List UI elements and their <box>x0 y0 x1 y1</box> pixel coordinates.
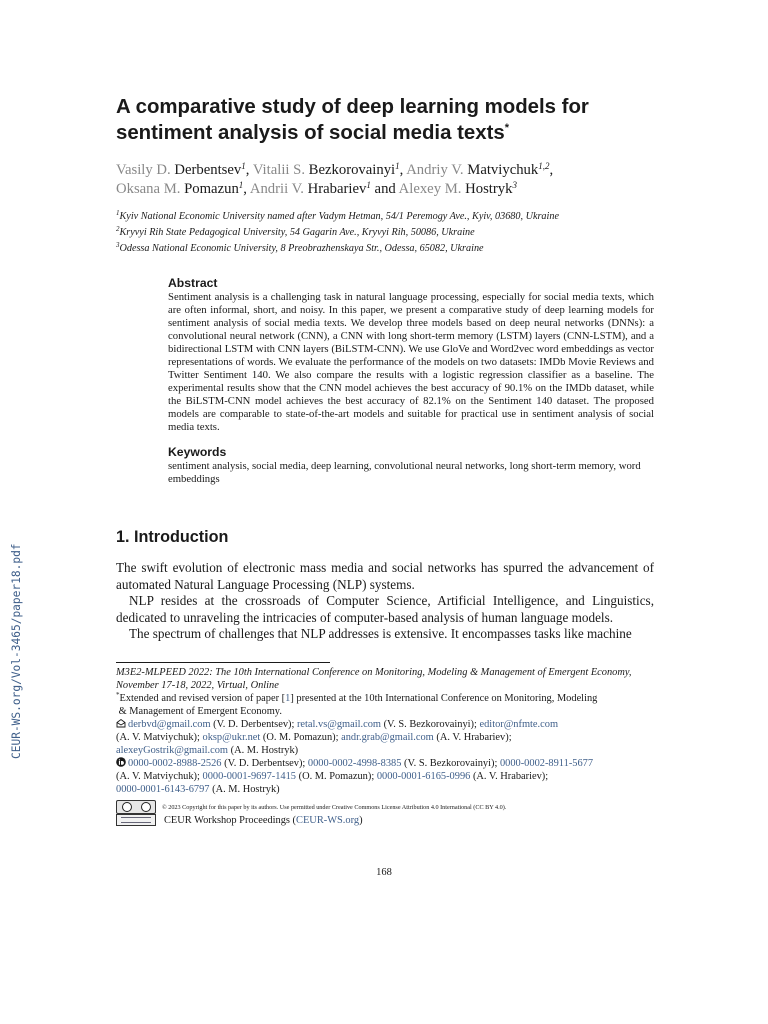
orcid-link[interactable]: 0000-0002-4998-8385 <box>307 758 402 769</box>
title-footnote-mark: * <box>504 122 509 134</box>
footnote-rule <box>116 662 330 663</box>
side-url[interactable]: CEUR-WS.org/Vol-3465/paper18.pdf <box>10 543 23 759</box>
abstract-heading: Abstract <box>168 276 218 290</box>
author: Vasily D. Derbentsev$^1$, <box>116 161 253 178</box>
cc-by-icon <box>116 800 156 814</box>
abstract-text: Sentiment analysis is a challenging task in natural language processing, especially for social media texts, which are often informal, short, and noisy. In this paper, we present a comparative study of deep learning models for sentiment analysis of social media texts. We develop three models based on deep neural networks (DNNs): a convolutional neural network (CNN), a CNN with long short-term memory (LSTM) layers (CNN-LSTM), and a bidirectional LSTM with CNN layers (BiLSTM-CNN). We use GloVe and Word2vec word embeddings as vector representations of words. We evaluate the performance of the models on two datasets: IMDb Movie Reviews and Twitter Sentiment 140. We also compare the results with a logistic regression classifier as a baseline. The experimental results show that the CNN model achieves the best accuracy of 90.1% on the IMDb dataset, while the BiLSTM-CNN model achieves the best accuracy of 82.1% on the Sentiment 140 dataset. The proposed models are comparable to state-of-the-art models and suitable for practical use in sentiment analysis of social media texts. <box>168 291 654 433</box>
paragraph: The swift evolution of electronic mass media and social networks has spurred the advancement of automated Natural Language Processing (NLP) systems. <box>116 560 654 592</box>
orcid-link[interactable]: 0000-0001-9697-1415 <box>202 771 297 782</box>
email-link[interactable]: alexeyGostrik@gmail.com <box>116 745 229 756</box>
license-line <box>116 800 506 814</box>
author: Oksana M. Pomazun$^1$, <box>116 180 250 197</box>
paragraph: The spectrum of challenges that NLP addresses is extensive. It encompasses tasks like machine <box>129 626 632 642</box>
author: Andrii V. Hrabariev$^1$ and <box>249 180 399 197</box>
affiliation: $^3$Odessa National Economic University, 8 Preobrazhenskaya Str., Odessa, 65082, Ukraine <box>116 241 484 254</box>
affiliation: $^2$Kryvyi Rih State Pedagogical University, 54 Gagarin Ave., Kryvyi Rih, 50086, Ukraine <box>116 225 475 238</box>
keywords-heading: Keywords <box>168 445 227 459</box>
paragraph: NLP resides at the crossroads of Computer Science, Artificial Intelligence, and Linguistics, dedicated to unraveling the intricacies of computer-based analysis of human language models. <box>116 593 654 625</box>
revised-note: *Extended and revised version of paper [1] presented at the 10th International Conference on Monitoring, Modeling & Management of Emergent Economy. <box>116 691 598 717</box>
orcid-link[interactable]: 0000-0001-6143-6797 <box>116 784 210 795</box>
orcid-link[interactable]: 0000-0001-6165-0996 <box>376 771 471 782</box>
citation-link[interactable]: 1 <box>285 693 291 704</box>
license-text: © 2023 Copyright for this paper by its authors. Use permitted under Creative Commons License Attribution 4.0 International (CC BY 4.0). <box>162 803 507 811</box>
author: Andriy V. Matviychuk$^{1,2}$, <box>406 161 554 178</box>
page-number: 168 <box>376 867 392 878</box>
author: Vitalii S. Bezkorovainyi$^1$, <box>252 161 407 178</box>
orcid-link[interactable]: 0000-0002-8911-5677 <box>499 758 594 769</box>
paper-title: A comparative study of deep learning models for sentiment analysis of social media texts* <box>116 96 589 144</box>
email-note: derbvd@gmail.com (V. D. Derbentsev); retal.vs@gmail.com (V. S. Bezkorovainyi); editor@nfmte.com (A. V. Matviychuk); oksp@ukr.net (O. M. Pomazun); andr.grab@gmail.com (A. V. Hrabariev); alexeyGostrik@gmail.com (A. M. Hostryk) <box>116 719 559 756</box>
ceur-text: CEUR Workshop Proceedings (CEUR-WS.org) <box>164 814 363 826</box>
ceur-link[interactable]: CEUR-WS.org <box>296 814 360 826</box>
email-link[interactable]: retal.vs@gmail.com <box>296 719 381 730</box>
email-link[interactable]: oksp@ukr.net <box>202 732 261 743</box>
author-list <box>116 161 676 199</box>
author: Alexey M. Hostryk$^3$ <box>398 180 517 197</box>
affiliation: $^1$Kyiv National Economic University named after Vadym Hetman, 54/1 Peremogy Ave., Kyiv, 03680, Ukraine <box>116 209 559 222</box>
affiliations <box>116 209 676 257</box>
keywords-text: sentiment analysis, social media, deep learning, convolutional neural networks, long short-term memory, word embeddings <box>168 460 641 485</box>
footnotes <box>116 666 656 796</box>
ceur-logo-icon <box>116 814 156 826</box>
body-text <box>116 560 654 643</box>
conference-note: M3E2-MLPEED 2022: The 10th International Conference on Monitoring, Modeling & Management of Emergent Economy, November 17-18, 2022, Virtual, Online <box>116 667 632 691</box>
orcid-link[interactable]: 0000-0002-8988-2526 <box>128 758 222 769</box>
envelope-icon <box>116 718 126 728</box>
keywords <box>168 445 654 486</box>
orcid-note: 0000-0002-8988-2526 (V. D. Derbentsev); 0000-0002-4998-8385 (V. S. Bezkorovainyi); 0000-0002-8911-5677 (A. V. Matviychuk); 0000-0001-9697-1415 (O. M. Pomazun); 0000-0001-6165-0996 (A. V. Hrabariev); 0000-0001-6143-6797 (A. M. Hostryk) <box>116 758 594 795</box>
orcid-icon <box>116 757 126 767</box>
ceur-line <box>116 813 363 827</box>
email-link[interactable]: andr.grab@gmail.com <box>341 732 434 743</box>
email-link[interactable]: derbvd@gmail.com <box>128 719 211 730</box>
email-link[interactable]: editor@nfmte.com <box>479 719 559 730</box>
section-title: 1. Introduction <box>116 528 229 546</box>
abstract <box>168 276 654 434</box>
